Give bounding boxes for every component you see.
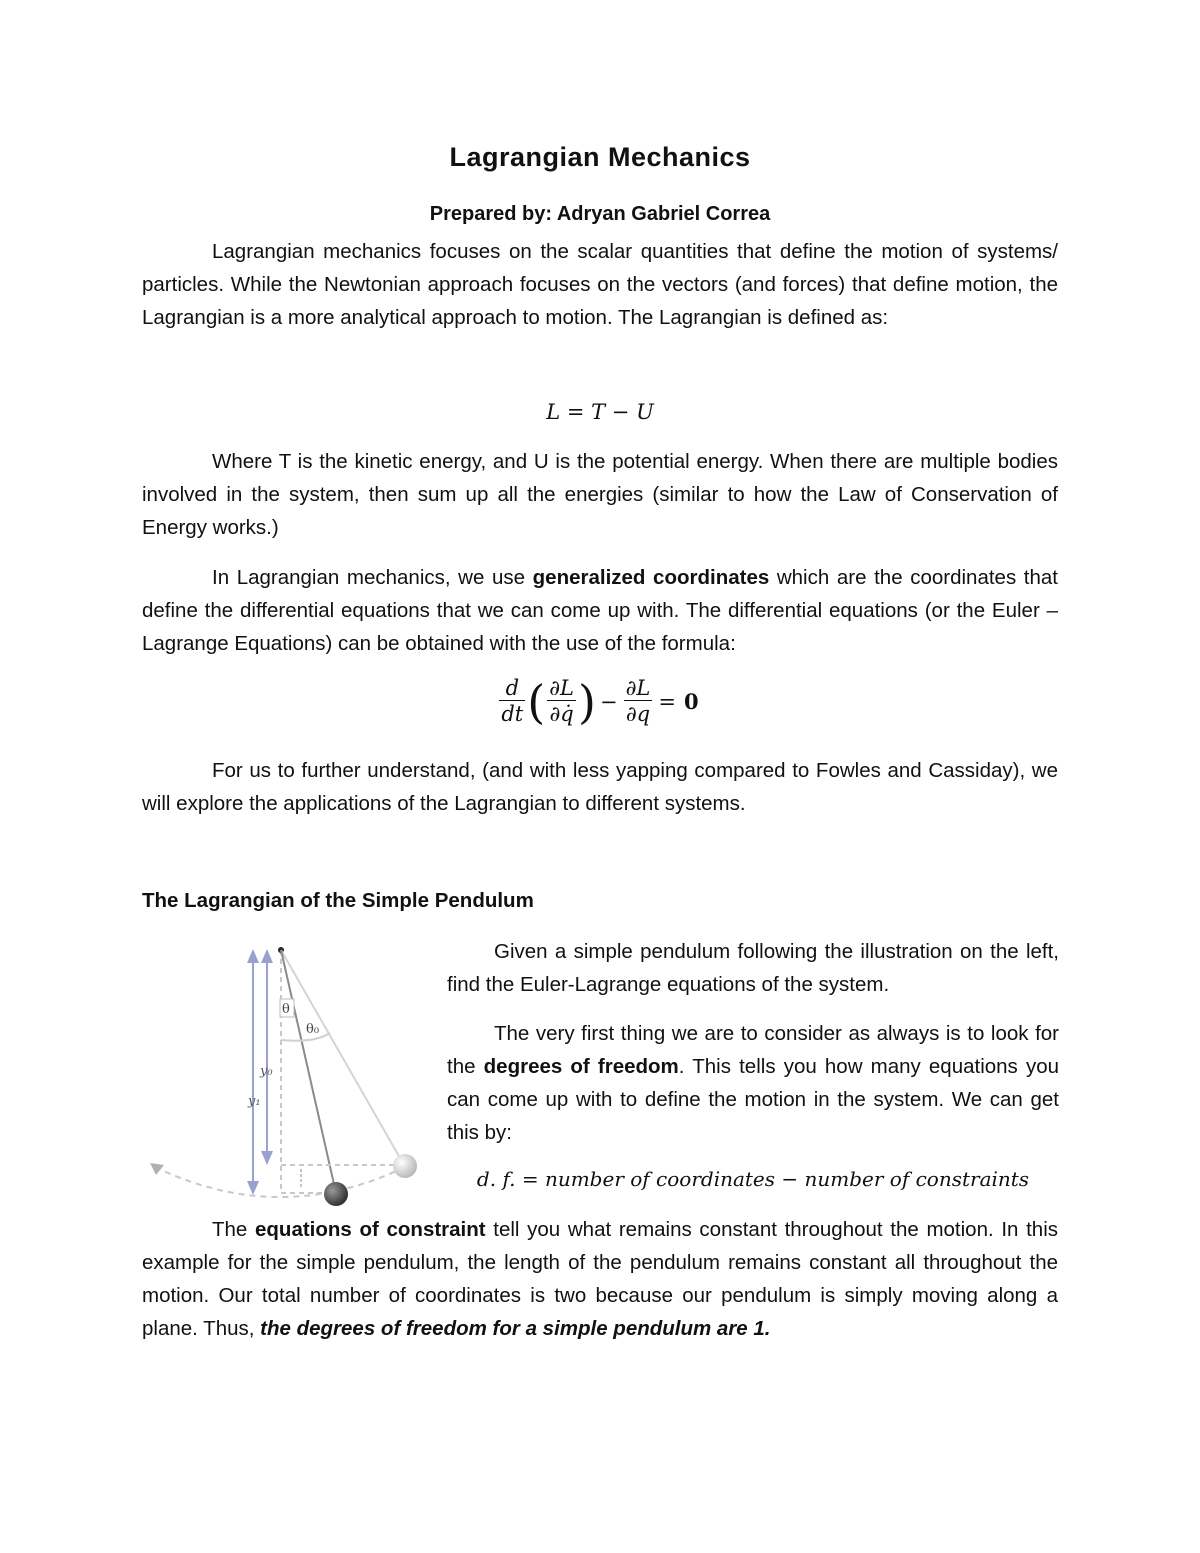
dL-dqdot-fraction xyxy=(547,676,576,727)
further-paragraph: For us to further understand, (and with less yapping compared to Fowles and Cassiday), we will explore the applications of the Lagrangian to different systems. xyxy=(142,759,1058,815)
dq-denominator: ∂q xyxy=(625,702,651,726)
euler-lagrange-equation xyxy=(0,676,1200,727)
dqdot-denominator: ∂q̇ xyxy=(549,702,574,726)
pendulum-figure xyxy=(140,935,430,1225)
energies-paragraph: Where T is the kinetic energy, and U is the potential energy. When there are multiple bodies involved in the system, then sum up all the energies (similar to how the Law of Conservation of Energy works.) xyxy=(142,450,1058,539)
degrees-of-freedom-term: degrees of freedom xyxy=(483,1055,679,1078)
constraint-paragraph xyxy=(142,1213,1058,1345)
arc-arrow-left xyxy=(150,1163,164,1175)
coordinates-post: which are the coordinates that define the differential equations that we can come up with. The differential equations (or the Euler – Lagrange Equations) can be obtained with the use of the formula: xyxy=(142,566,1058,655)
constraint-pre: The xyxy=(212,1218,255,1241)
coordinates-paragraph xyxy=(142,561,1058,660)
y1-label: y₁ xyxy=(248,1094,261,1109)
lagrangian-equation: L = T − U xyxy=(546,400,654,424)
degrees-of-freedom-paragraph xyxy=(447,1017,1059,1149)
intro-paragraph: Lagrangian mechanics focuses on the scalar quantities that define the motion of systems/ particles. While the Newtonian approach focuses on the vectors (and forces) that define motion, the Lagrangian is a more analytical approach to motion. The Lagrangian is defined as: xyxy=(142,240,1058,329)
y0-label: y₀ xyxy=(260,1064,273,1079)
constraint-mid: tell you what remains constant throughout the motion. In this example for the simple pendulum, the length of the pendulum remains constant all throughout the motion. Our total number of coordinates is two because our pendulum is simply moving along a plane. Thus, xyxy=(142,1218,1059,1340)
author-line: Prepared by: Adryan Gabriel Correa xyxy=(429,203,771,225)
dL-numerator-2: ∂L xyxy=(625,676,651,700)
displaced-string xyxy=(281,950,404,1165)
swing-arc xyxy=(155,1167,405,1197)
theta0-label: θ₀ xyxy=(306,1022,320,1037)
equations-of-constraint-term: equations of constraint xyxy=(255,1218,486,1241)
y1-arrow-bottom xyxy=(247,1181,259,1195)
y0-arrow-bottom xyxy=(261,1151,273,1165)
dt-denominator: dt xyxy=(501,702,524,726)
pendulum-bob xyxy=(324,1182,348,1206)
dof-pre: The very first thing we are to consider as always is to look for the xyxy=(447,1022,1059,1078)
d-dt-fraction xyxy=(499,676,525,727)
left-paren: ( xyxy=(527,674,546,729)
minus-sign: − xyxy=(599,689,618,714)
coordinates-pre: In Lagrangian mechanics, we use xyxy=(212,566,533,589)
dof-post: . This tells you how many equations you can come up with to define the motion in the system. We can get this by: xyxy=(447,1055,1060,1144)
y0-arrow-top xyxy=(261,949,273,963)
displaced-bob xyxy=(393,1154,417,1178)
pendulum-string xyxy=(281,950,336,1193)
equals-sign: = xyxy=(658,689,676,714)
d-numerator: d xyxy=(499,676,525,701)
theta-label: θ xyxy=(282,1002,290,1017)
dL-dq-fraction xyxy=(624,676,653,727)
pendulum-given-paragraph: Given a simple pendulum following the illustration on the left, find the Euler-Lagrange equations of the system. xyxy=(447,940,1059,996)
zero: 0 xyxy=(684,689,699,714)
page-title: Lagrangian Mechanics xyxy=(449,142,751,172)
degrees-of-freedom-equation: d. f. = number of coordinates − number of constraints xyxy=(476,1167,1030,1191)
section-heading: The Lagrangian of the Simple Pendulum xyxy=(142,889,534,912)
right-paren: ) xyxy=(578,674,596,729)
dL-numerator: ∂L xyxy=(549,676,575,700)
y1-arrow-top xyxy=(247,949,259,963)
generalized-coordinates-term: generalized coordinates xyxy=(532,566,770,589)
dof-conclusion: the degrees of freedom for a simple pendulum are 1. xyxy=(260,1317,771,1340)
